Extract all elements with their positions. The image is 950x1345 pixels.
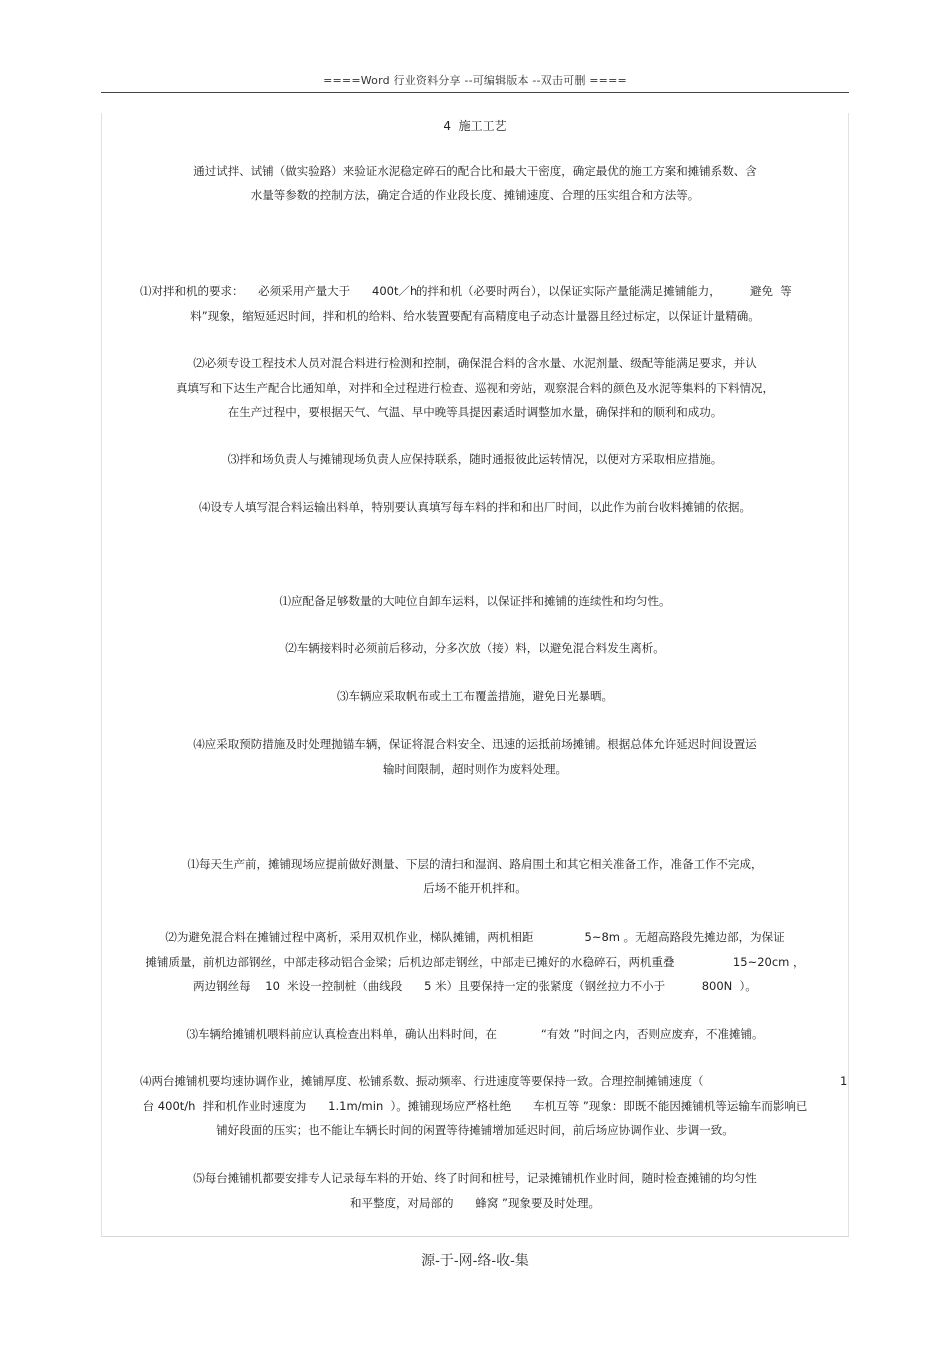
paving-p2-line-3: 两边钢丝每 10 米设一控制桩（曲线段 5 米）且要保持一定的张紧度（钢丝拉力不小于 800N ）。 bbox=[193, 979, 757, 993]
transport-p4-line-1: ⑷应采取预防措施及时处理抛锚车辆，保证将混合料安全、迅速的运抵前场摊铺。根据总体允许延迟时间设置运 bbox=[193, 737, 757, 751]
paving-p4-line-1-number: 1 bbox=[840, 1074, 848, 1088]
content-frame-bottom bbox=[101, 1236, 849, 1237]
header-divider bbox=[101, 92, 849, 93]
transport-p1: ⑴应配备足够数量的大吨位自卸车运料，以保证拌和摊铺的连续性和均匀性。 bbox=[279, 594, 671, 608]
mixing-p3: ⑶拌和场负责人与摊铺现场负责人应保持联系，随时通报彼此运转情况，以便对方采取相应措施。 bbox=[227, 452, 723, 466]
page-header: ====Word 行业资料分享 --可编辑版本 --双击可删 ==== bbox=[323, 74, 627, 87]
paving-p4-line-1: ⑷两台摊铺机要均速协调作业，摊铺厚度、松铺系数、振动频率、行进速度等要保持一致。合理控制摊铺速度（ bbox=[140, 1074, 704, 1088]
transport-p4-line-2: 输时间限制，超时则作为废料处理。 bbox=[383, 762, 567, 776]
content-frame-left bbox=[101, 113, 102, 1236]
paving-p5-line-1: ⑸每台摊铺机都要安排专人记录每车料的开始、终了时间和桩号，记录摊铺机作业时间，随时检查摊铺的均匀性 bbox=[193, 1171, 757, 1185]
transport-p2: ⑵车辆接料时必须前后移动，分多次放（接）料，以避免混合料发生离析。 bbox=[285, 641, 665, 655]
transport-p3: ⑶车辆应采取帆布或土工布覆盖措施，避免日光暴晒。 bbox=[337, 689, 613, 703]
paving-p4-line-3: 铺好段面的压实；也不能让车辆长时间的闲置等待摊铺增加延迟时间，前后场应协调作业、步调一致。 bbox=[216, 1123, 734, 1137]
paving-p3: ⑶车辆给摊铺机喂料前应认真检查出料单，确认出料时间，在 “有效 ”时间之内，否则应废弃，不准摊铺。 bbox=[186, 1027, 764, 1041]
mixing-p2-line-3: 在生产过程中，要根据天气、气温、早中晚等具提因素适时调整加水量，确保拌和的顺利和成功。 bbox=[227, 405, 723, 419]
content-frame-right bbox=[848, 113, 849, 1236]
intro-line-1: 通过试拌、试铺（做实验路）来验证水泥稳定碎石的配合比和最大干密度，确定最优的施工方案和摊铺系数、含 bbox=[193, 164, 757, 178]
paving-p2-line-1: ⑵为避免混合料在摊铺过程中离析，采用双机作业，梯队摊铺，两机相距 5~8m 。无超高路段先摊边部，为保证 bbox=[165, 930, 785, 944]
paving-p4-line-2: 台 400t/h 拌和机作业时速度为 1.1m/min ）。摊铺现场应严格杜绝 车机互等 ”现象：即既不能因摊铺机等运输车而影响已 bbox=[142, 1099, 808, 1113]
mixing-p2-line-1: ⑵必须专设工程技术人员对混合料进行检测和控制，确保混合料的含水量、水泥剂量、级配等能满足要求，并认 bbox=[193, 356, 757, 370]
paving-p5-line-2: 和平整度，对局部的 蜂窝 ”现象要及时处理。 bbox=[349, 1196, 601, 1210]
paving-p1-line-2: 后场不能开机拌和。 bbox=[423, 881, 527, 895]
mixing-p1-line-1b: 的拌和机（必要时两台），以保证实际产量能满足摊铺能力， 避免 等 bbox=[416, 284, 792, 298]
page-footer: 源-于-网-络-收-集 bbox=[421, 1253, 529, 1269]
mixing-p1-line-2: 料”现象，缩短延迟时间，拌和机的给料、给水装置要配有高精度电子动态计量器且经过标定，以保证计量精确。 bbox=[190, 309, 760, 323]
paving-p1-line-1: ⑴每天生产前，摊铺现场应提前做好测量、下层的清扫和湿润、路肩围土和其它相关准备工作，准备工作不完成， bbox=[187, 857, 763, 871]
mixing-p2-line-2: 真填写和下达生产配合比通知单，对拌和全过程进行检查、巡视和旁站，观察混合料的颜色及水泥等集料的下料情况， bbox=[176, 381, 774, 395]
mixing-p1-line-1a: ⑴对拌和机的要求： 必须采用产量大于 400t／h bbox=[140, 284, 418, 298]
paving-p2-line-2: 摊铺质量，前机边部钢丝，中部走移动铝合金梁；后机边部走钢丝，中部走已摊好的水稳碎石，两机重叠 15~20cm ， bbox=[145, 955, 805, 969]
section-title: 4 施工工艺 bbox=[443, 119, 507, 133]
intro-line-2: 水量等参数的控制方法，确定合适的作业段长度、摊铺速度、合理的压实组合和方法等。 bbox=[250, 188, 700, 202]
mixing-p4: ⑷设专人填写混合料运输出料单，特别要认真填写每车料的拌和和出厂时间，以此作为前台收料摊铺的依据。 bbox=[199, 500, 751, 514]
